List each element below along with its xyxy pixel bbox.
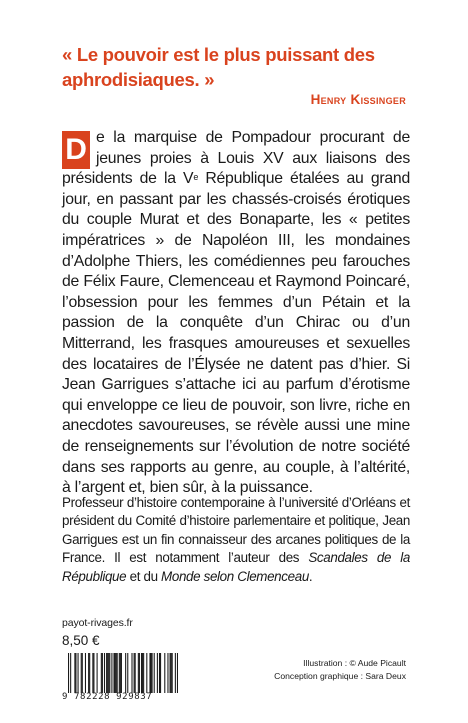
barcode-bar	[121, 653, 122, 693]
barcode-bar	[82, 653, 83, 693]
barcode-bar	[170, 653, 171, 693]
barcode-bar	[154, 653, 155, 693]
barcode-bar	[102, 653, 103, 693]
barcode-bar	[108, 653, 109, 693]
barcode-bars	[68, 653, 178, 693]
barcode-bar	[146, 653, 147, 693]
barcode-bar	[138, 653, 139, 693]
barcode-bar	[115, 653, 116, 693]
author-bio	[62, 494, 410, 586]
barcode-bar	[81, 653, 82, 693]
barcode-bar	[125, 653, 126, 693]
isbn-barcode	[62, 653, 180, 701]
barcode-bar	[70, 653, 71, 693]
credits	[274, 657, 406, 682]
barcode-bar	[92, 653, 93, 693]
epigraph-author: Henry Kissinger	[310, 92, 406, 107]
barcode-bar	[101, 653, 102, 693]
barcode-bar	[141, 653, 142, 693]
barcode-bar	[160, 653, 161, 693]
barcode-bar	[75, 653, 76, 693]
barcode-bar	[104, 653, 105, 693]
barcode-bar	[109, 653, 110, 693]
epigraph-quote: « Le pouvoir est le plus puissant des aphrodisiaques. »	[62, 44, 375, 90]
bio-part-1: Professeur d’histoire contemporaine à l’université d’Orléans et président du Comité d’histoire parlementaire et politique, Jean Garrigues est un fin connaisseur des arcanes politiques de la France. Il est notamment l’auteur des	[62, 495, 410, 566]
barcode-bar	[151, 653, 152, 693]
book-price: 8,50 €	[62, 633, 100, 648]
barcode-bar	[89, 653, 90, 693]
isbn-number: 9 782228 929837	[62, 692, 153, 702]
barcode-bar	[111, 653, 112, 693]
barcode-bar	[167, 653, 168, 693]
barcode-bar	[134, 653, 135, 693]
credit-design: Conception graphique : Sara Deux	[274, 670, 406, 681]
bio-book-title-2: Monde selon Clemenceau	[161, 568, 309, 584]
barcode-bar	[116, 653, 117, 693]
drop-cap: D	[62, 131, 90, 169]
barcode-bar	[113, 653, 114, 693]
barcode-bar	[78, 653, 79, 693]
barcode-bar	[149, 653, 150, 693]
barcode-bar	[131, 653, 132, 693]
publisher-website: payot-rivages.fr	[62, 617, 133, 629]
barcode-bar	[152, 653, 153, 693]
barcode-bar	[171, 653, 172, 693]
bio-part-2: et du	[126, 568, 162, 584]
barcode-bar	[142, 653, 143, 693]
credit-illustration: Illustration : © Aude Picault	[303, 658, 406, 668]
barcode-bar	[117, 653, 118, 693]
barcode-bar	[143, 653, 144, 693]
barcode-bar	[159, 653, 160, 693]
description-superscript: e	[193, 172, 199, 183]
barcode-bar	[175, 653, 176, 693]
description-part-1: e la marquise de Pompadour procurant de jeunes proies à Louis XV aux liaisons des présidents de la V	[62, 129, 410, 188]
barcode-bar	[97, 653, 98, 693]
bio-book-title-1: Scandales de la République	[62, 550, 410, 584]
barcode-bar	[88, 653, 89, 693]
barcode-bar	[93, 653, 94, 693]
barcode-bar	[157, 653, 158, 693]
book-description	[62, 128, 410, 499]
barcode-bar	[135, 653, 136, 693]
barcode-bar	[139, 653, 140, 693]
barcode-bar	[107, 653, 108, 693]
barcode-bar	[120, 653, 121, 693]
barcode-bar	[172, 653, 173, 693]
description-part-2: République étalées au grand jour, en passant par les chassés-croisés érotiques du couple Murat et des Bonaparte, les « petites impératrices » de Napoléon III, les mondaines d’Adolphe Thiers, les comédiennes peu farouches de Félix Faure, Clemenceau et Raymond Poincaré, l’obsession pour les femmes d’un Pétain et la passion de la conquête d’un Chirac ou d’un Mitterrand, les frasques amoureuses et sexuelles des locataires de l’Élysée ne datent pas d’hier. Si Jean Garrigues s’attache ici au parfum d’érotisme qui enveloppe ce lieu de pouvoir, son livre, riche en anecdotes savoureuses, se révèle aussi une mine de renseignements sur l’évolution de notre société dans ses rapports au genre, au couple, à l’altérité, à l’argent et, bien sûr, à la puissance.	[62, 170, 410, 497]
bio-part-3: .	[308, 568, 313, 584]
barcode-bar	[74, 653, 75, 693]
barcode-bar	[85, 653, 86, 693]
barcode-bar	[68, 653, 69, 693]
barcode-bar	[106, 653, 107, 693]
barcode-bar	[119, 653, 120, 693]
barcode-bar	[164, 653, 165, 693]
barcode-bar	[127, 653, 128, 693]
barcode-bar	[177, 653, 178, 693]
